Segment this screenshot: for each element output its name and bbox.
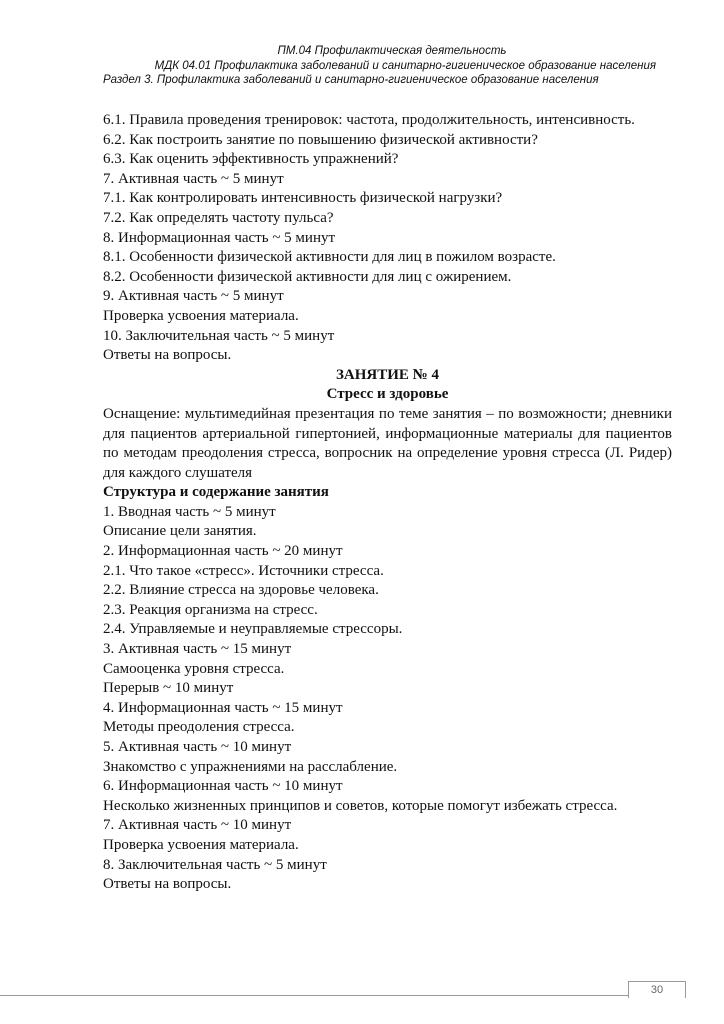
document-body: [103, 111, 672, 895]
header-section-title: Раздел 3. Профилактика заболеваний и санитарно-гигиеническое образование населения: [103, 74, 599, 86]
list-item: 7.1. Как контролировать интенсивность физической нагрузки?: [103, 190, 503, 207]
list-item: Описание цели занятия.: [103, 523, 257, 540]
list-item: Ответы на вопросы.: [103, 876, 232, 893]
list-item: 4. Информационная часть ~ 15 минут: [103, 699, 343, 716]
list-item: 10. Заключительная часть ~ 5 минут: [103, 327, 335, 344]
structure-heading: Структура и содержание занятия: [103, 484, 329, 501]
list-item: 6.1. Правила проведения тренировок: частота, продолжительность, интенсивность.: [103, 112, 635, 128]
list-item: 7. Активная часть ~ 10 минут: [103, 817, 292, 834]
list-item: Ответы на вопросы.: [103, 347, 232, 364]
list-item: 2.1. Что такое «стресс». Источники стресса.: [103, 562, 384, 579]
list-item: 6.2. Как построить занятие по повышению физической активности?: [103, 131, 538, 148]
list-item: Самооценка уровня стресса.: [103, 660, 285, 677]
list-item: Перерыв ~ 10 минут: [103, 680, 234, 697]
list-item: 2.3. Реакция организма на стресс.: [103, 601, 318, 618]
header-course-title: МДК 04.01 Профилактика заболеваний и санитарно-гигиеническое образование населения: [154, 59, 656, 72]
list-item: Проверка усвоения материала.: [103, 836, 299, 853]
list-item: Проверка усвоения материала.: [103, 307, 299, 324]
list-item: Несколько жизненных принципов и советов, которые помогут избежать стресса.: [103, 797, 618, 814]
list-item: 7.2. Как определять частоту пульса?: [103, 209, 334, 226]
equipment-paragraph: Оснащение: мультимедийная презентация по теме занятия – по возможности; дневники для пациентов артериальной гипертонией, информационные материалы для пациентов по методам преодоления стресса, вопросник на определение уровня стресса (Л. Ридер) для каждого слушателя: [103, 405, 672, 481]
footer-divider: [0, 995, 628, 996]
list-item: 2.4. Управляемые и неуправляемые стрессоры.: [103, 621, 403, 638]
list-item: 3. Активная часть ~ 15 минут: [103, 641, 292, 658]
list-item: 2. Информационная часть ~ 20 минут: [103, 543, 343, 560]
list-item: 1. Вводная часть ~ 5 минут: [103, 503, 276, 520]
lesson-subtitle: Стресс и здоровье: [326, 386, 449, 403]
page-number: 30: [628, 981, 686, 998]
header-module-title: ПМ.04 Профилактическая деятельность: [277, 45, 507, 57]
list-item: 8. Информационная часть ~ 5 минут: [103, 229, 336, 246]
list-item: 6. Информационная часть ~ 10 минут: [103, 778, 343, 795]
list-item: 2.2. Влияние стресса на здоровье человека.: [103, 582, 379, 599]
list-item: 8.2. Особенности физической активности для лиц с ожирением.: [103, 268, 512, 285]
list-item: 6.3. Как оценить эффективность упражнений?: [103, 151, 399, 168]
list-item: Знакомство с упражнениями на расслабление.: [103, 758, 398, 775]
list-item: 8. Заключительная часть ~ 5 минут: [103, 856, 327, 873]
list-item: 9. Активная часть ~ 5 минут: [103, 288, 284, 305]
lesson-title: ЗАНЯТИЕ № 4: [335, 366, 439, 383]
list-item: 7. Активная часть ~ 5 минут: [103, 170, 284, 187]
list-item: Методы преодоления стресса.: [103, 719, 295, 736]
list-item: 5. Активная часть ~ 10 минут: [103, 739, 292, 755]
list-item: 8.1. Особенности физической активности для лиц в пожилом возрасте.: [103, 249, 556, 266]
page-header: [0, 44, 724, 88]
